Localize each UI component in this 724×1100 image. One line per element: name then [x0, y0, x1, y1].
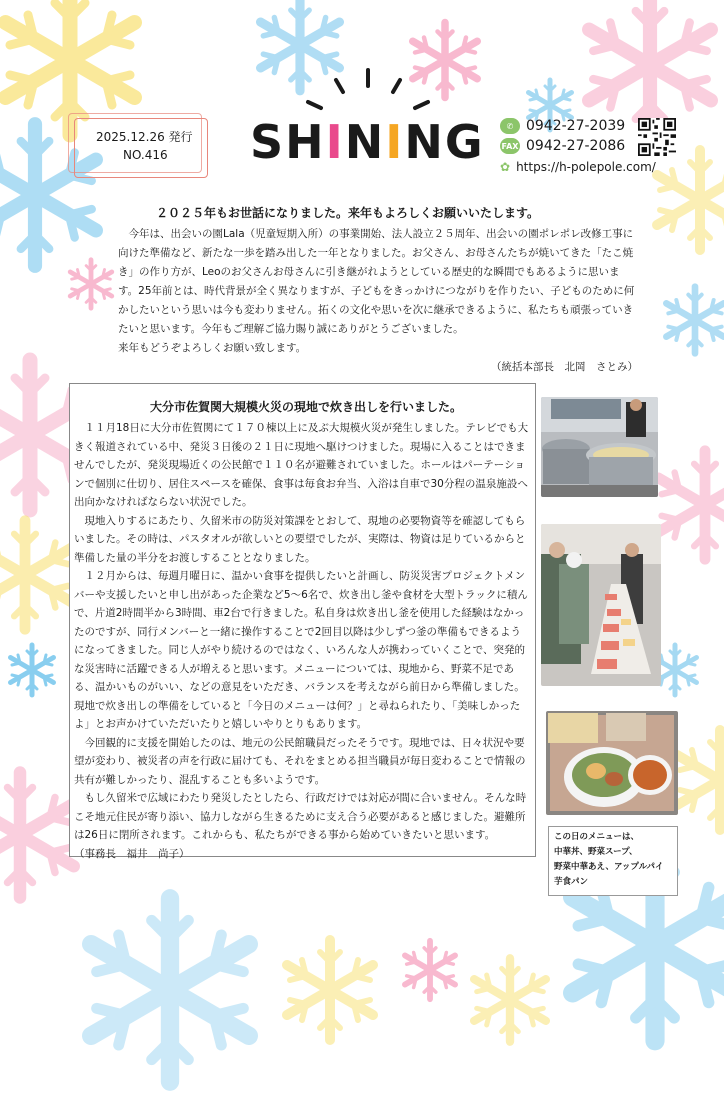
website-link[interactable]: https://h-polepole.com/ [516, 160, 656, 174]
issue-number: NO.416 [123, 148, 168, 162]
logo-letter: N [344, 115, 386, 169]
newsletter-logo [250, 115, 485, 169]
greeting-closing: 来年もどうぞよろしくお願い致します。 [118, 342, 307, 354]
photo-serving-line [541, 524, 661, 686]
sprout-icon: ✿ [500, 160, 511, 174]
menu-heading: この日のメニューは、 [554, 832, 640, 842]
issue-date: 2025.12.26 発行 [96, 130, 193, 144]
logo-letter: I [325, 115, 345, 169]
menu-caption [548, 826, 678, 896]
logo-letter: I [385, 115, 405, 169]
menu-item: 野菜中華あえ、アップルパイ [554, 862, 664, 872]
snowflake-icon [640, 140, 724, 260]
phone-row [500, 118, 625, 134]
fax-row [500, 138, 625, 154]
phone-number[interactable]: 0942-27-2039 [526, 118, 626, 134]
snowflake-icon [60, 880, 280, 1100]
qr-code-icon[interactable] [638, 118, 676, 156]
greeting-heading: ２０２５年もお世話になりました。来年もよろしくお願いいたします。 [156, 206, 540, 220]
article-paragraph: 現地入りするにあたり、久留米市の防災対策課をとおして、現地の必要物資等を確認してもらいました。その時は、パスタオルが欲しいとの要望でしたが、実際は、物資は足りているからと準備した量の半分をお渡しすることとなりました。 [74, 514, 526, 564]
photo-meal-tray [546, 711, 678, 815]
logo-letter: N [404, 115, 445, 169]
snowflake-icon [2, 640, 62, 700]
article-paragraph: 今回観的に支援を開始したのは、地元の公民館職員だったそうです。現地では、日々状況や要望が変わり、被災者の声を行政に届けても、それをまとめる担当職員が毎日変わることで情報の共有が難しかったり、混乱することも多いようです。 [74, 736, 526, 786]
logo-letter: S [250, 115, 286, 169]
fax-number: 0942-27-2086 [526, 138, 626, 154]
fax-icon: FAX [500, 138, 520, 154]
article-paragraph: もし久留米で広域にわたり発災したとしたら、行政だけでは対応が間に合いません。そんな時こそ地元住民が寄り添い、協力しながら生きるために支え合う必要があると感じました。避難所は26日に閉所されます。これからも、私たちができる事から始めていきたいと思います。 [74, 792, 527, 841]
menu-item: 中華丼、野菜スープ、 [554, 847, 638, 857]
phone-icon: ✆ [500, 118, 520, 134]
greeting-signature: （統括本部長 北岡 さとみ） [491, 361, 638, 373]
article-paragraph: １２月からは、毎週月曜日に、温かい食事を提供したいと計画し、防災災害プロジェクトメンバーや支援したいと申し出があった企業など5～6名で、炊き出し釜や食材を大型トラックに積んで、片道2時間半から3時間、車2台で行きました。私自身は炊き出し釜を使用した経験はなかったのですが、同行メンバーと一緒に操作することで2回目以降は少しずつ釜の準備もできるようになってきました。同じ人がやり続けるのではなく、いろんな人が携わっていくことで、突発的な災害時に活躍できる人が増えると思います。メニューについては、現地から、野菜不足である、温かいものがいい、などの意見をいただき、バランスを考えながら前日から準備しました。現地で炊き出しの準備をしていると「今日のメニューは何？」と尋ねられたり、「美味しかったよ」とお声かけていただいたりと嬉しいやりとりもあります。 [74, 570, 528, 730]
menu-item: 芋食パン [554, 877, 589, 887]
website-row [500, 160, 656, 174]
logo-letter: G [444, 115, 485, 169]
snowflake-icon [655, 280, 724, 360]
article-paragraph: １１月18日に大分市佐賀関にて１７０棟以上に及ぶ大規模火災が発生しました。テレビでも大きく報道されている中、発災３日後の２１日に現地へ駆けつけました。現場に入ることはできませんでしたが、発災現場近くの公民館で１１０名が避難されていました。ホールはパーテーションで個別に仕切り、居住スペースを確保、食事は毎食お弁当、入浴は自車で30分程の温泉施設へ出向かなければならない状況でした。 [74, 422, 529, 508]
logo-letter: H [285, 115, 326, 169]
greeting-section [118, 204, 638, 377]
photo-cooking-pots [541, 397, 658, 497]
greeting-body: 今年は、出会いの園Lala（児童短期入所）の事業開始、法人設立２５周年、出会いの園ポレポレ改修工事に向けた準備など、新たな一歩を踏み出した一年となりました。お父さん、お母さんたちが焼いてきた「たこ焼き」の作り方が、Leoのお父さんお母さんに引き継がれようとしている歴史的な瞬間でもあるように思います。25年前とは、時代背景が全く異なりますが、子どもをきっかけにつながりを作りたい、子どものために何かしたいという思いは今も変わりません。拓くの文化や思いを次に継承できるように、私たちも頑張っていきたいと思います。今年もご理解ご協力賜り誠にありがとうございました。 [118, 228, 635, 335]
article-signature: （事務長 福井 尚子） [74, 847, 190, 860]
article-heading: 大分市佐賀関大規模火災の現地で炊き出しを行いました。 [150, 400, 463, 414]
snowflake-icon [62, 255, 120, 313]
article-section [74, 398, 530, 863]
snowflake-icon [250, 930, 410, 1050]
snowflake-icon [440, 950, 580, 1050]
